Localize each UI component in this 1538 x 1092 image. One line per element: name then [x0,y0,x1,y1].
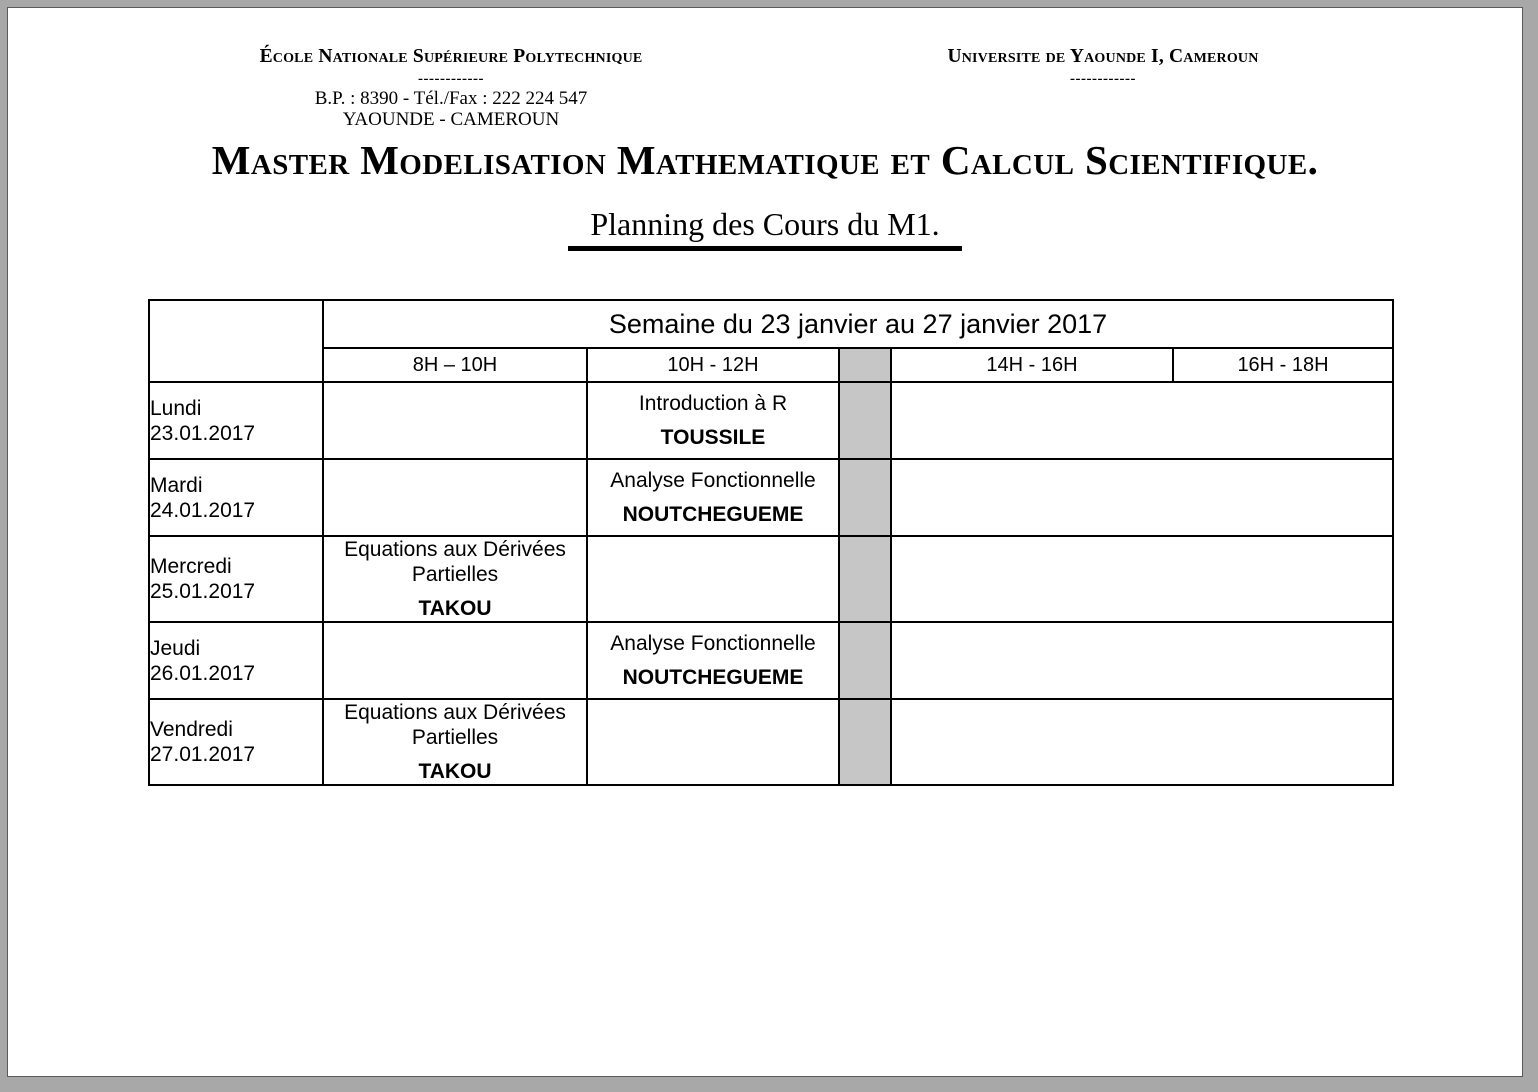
day-name: Mardi [150,473,203,497]
letterhead-left [206,46,696,130]
page-title: Master Modelisation Mathematique et Calcul Scientifique. [211,137,1319,183]
lunch-break-cell-mardi [839,459,891,536]
day-cell-mercredi [149,536,323,622]
day-date: 26.01.2017 [150,661,256,685]
week-range-banner: Semaine du 23 janvier au 27 janvier 2017 [323,300,1393,348]
lunch-break-cell-lundi [839,382,891,459]
letterhead [8,8,1522,130]
day-cell-vendredi [149,699,323,785]
time-slot-header-16h-18h: 16H - 18H [1173,348,1393,382]
letterhead-left-divider: ------------ [418,71,484,87]
time-slot-header-14h-16h: 14H - 16H [891,348,1173,382]
day-cell-mardi [149,459,323,536]
lunch-break-column-header [839,348,891,382]
timetable-header-row-week [149,300,1393,348]
course-title: Equations aux Dérivées Partielles [344,701,566,749]
timetable-body [149,382,1393,785]
day-cell-lundi [149,382,323,459]
day-date: 25.01.2017 [150,580,256,603]
day-name: Mercredi [150,555,232,578]
page-subtitle-container [8,206,1522,251]
school-address-line-2: YAOUNDE - CAMEROUN [342,109,560,130]
course-cell-mardi-10h-12h[interactable] [587,459,839,536]
school-address-line-1: B.P. : 8390 - Tél./Fax : 222 224 547 [314,88,588,109]
document-page [7,7,1523,1077]
table-row [149,699,1393,785]
day-date: 24.01.2017 [150,498,256,522]
course-cell-jeudi-10h-12h[interactable] [587,622,839,699]
course-cell-vendredi-10h-12h[interactable] [587,699,839,785]
day-name: Jeudi [150,636,201,660]
letterhead-right [888,46,1318,88]
course-cell-jeudi-8h-10h[interactable] [323,622,587,699]
lunch-break-cell-mercredi [839,536,891,622]
course-cell-vendredi-afternoon[interactable] [891,699,1393,785]
course-title: Analyse Fonctionnelle [610,469,816,492]
course-teacher: NOUTCHEGUEME [622,503,804,526]
course-cell-lundi-10h-12h[interactable] [587,382,839,459]
timetable [148,299,1394,786]
time-slot-header-8h-10h: 8H – 10H [323,348,587,382]
timetable-head [149,300,1393,382]
time-slot-header-10h-12h: 10H - 12H [587,348,839,382]
day-name: Vendredi [150,718,233,741]
timetable-container [8,299,1522,786]
course-title: Introduction à R [638,392,788,415]
lunch-break-cell-jeudi [839,622,891,699]
course-cell-lundi-8h-10h[interactable] [323,382,587,459]
course-title: Analyse Fonctionnelle [610,632,816,655]
day-date: 23.01.2017 [150,421,256,445]
course-cell-mercredi-8h-10h[interactable] [323,536,587,622]
day-name: Lundi [150,396,202,420]
table-row [149,536,1393,622]
day-cell-jeudi [149,622,323,699]
course-cell-vendredi-8h-10h[interactable] [323,699,587,785]
page-subtitle: Planning des Cours du M1. [568,206,961,251]
course-cell-jeudi-afternoon[interactable] [891,622,1393,699]
table-row [149,459,1393,536]
university-name: Universite de Yaounde I, Cameroun [947,46,1259,67]
day-date: 27.01.2017 [150,743,256,766]
timetable-corner-cell [149,300,323,382]
school-name: École Nationale Supérieure Polytechnique [259,46,643,67]
course-cell-mercredi-afternoon[interactable] [891,536,1393,622]
letterhead-right-divider: ------------ [1070,71,1136,87]
course-title: Equations aux Dérivées Partielles [344,538,566,586]
course-cell-mardi-8h-10h[interactable] [323,459,587,536]
course-cell-mardi-afternoon[interactable] [891,459,1393,536]
course-teacher: TOUSSILE [660,426,766,449]
table-row [149,622,1393,699]
course-teacher: TAKOU [418,597,492,620]
course-cell-lundi-afternoon[interactable] [891,382,1393,459]
course-cell-mercredi-10h-12h[interactable] [587,536,839,622]
lunch-break-cell-vendredi [839,699,891,785]
course-teacher: NOUTCHEGUEME [622,666,804,689]
course-teacher: TAKOU [418,760,492,783]
timetable-header-row-slots [149,348,1393,382]
table-row [149,382,1393,459]
